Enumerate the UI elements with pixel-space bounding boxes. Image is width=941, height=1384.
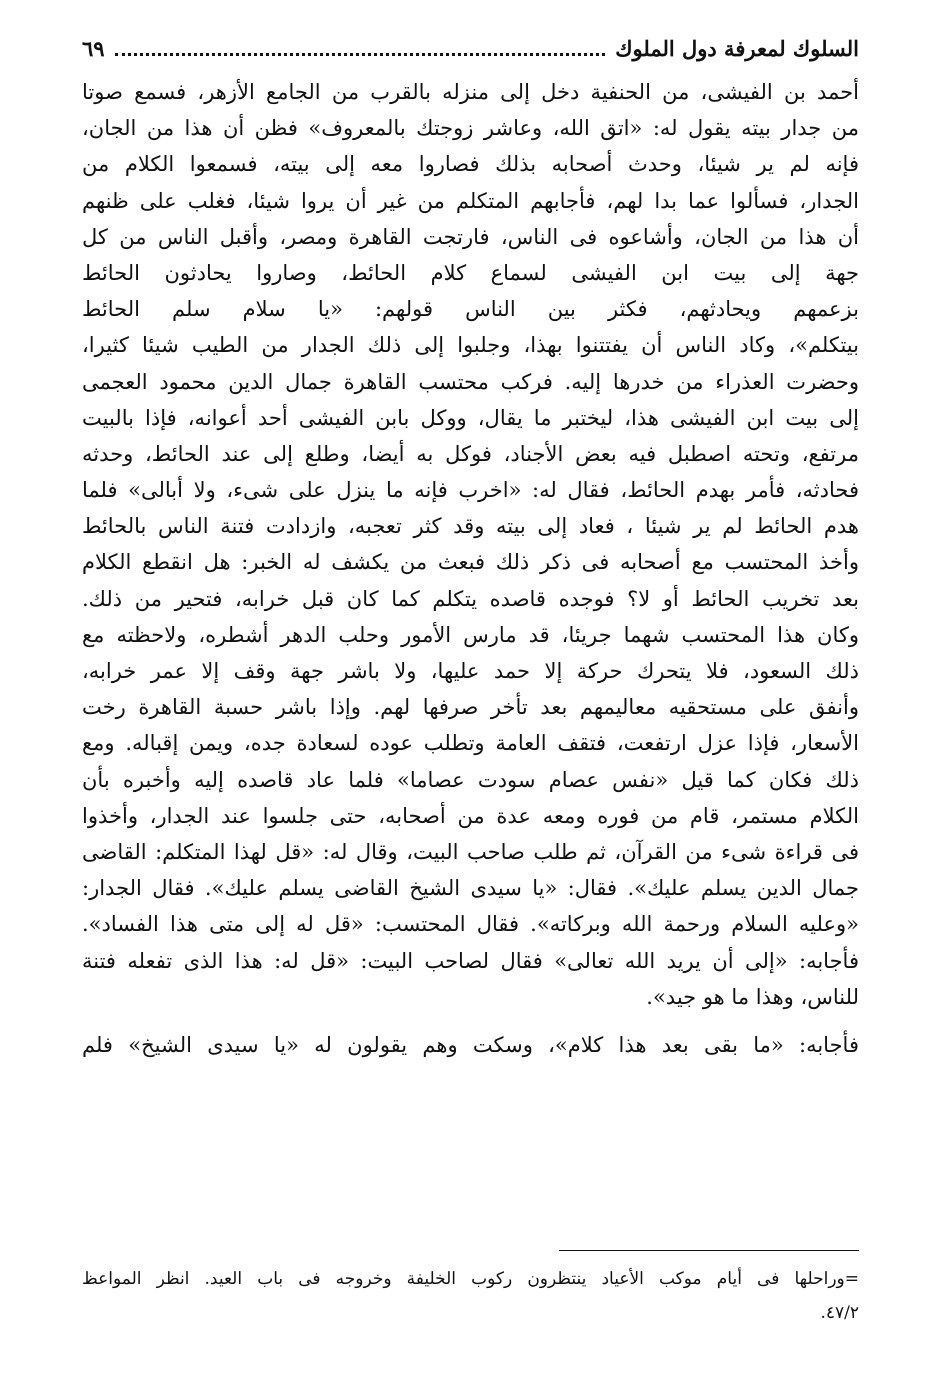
page-number: ٦٩ bbox=[82, 35, 105, 61]
text-line: فأجابه: «ما بقى بعد هذا كلام»، وسكت وهم يقولون له «يا سيدى الشيخ» فلم bbox=[82, 1032, 859, 1057]
footnotes bbox=[82, 1262, 859, 1330]
text-line: الكلام مستمر، قام من فوره ومعه عدة من أصحابه، حتى جلسوا عند الجدار، وأخذوا bbox=[82, 803, 859, 828]
text-line: أن هذا من الجان، وأشاعوه فى الناس، فارتجت القاهرة ومصر، وأقبل الناس من كل bbox=[82, 224, 859, 249]
text-line: الأسعار، فإذا عزل ارتفعت، فتقف العامة وتطلب عوده لسعادة جده، ويمن إقباله. ومع bbox=[82, 731, 859, 756]
text-line: وأخذ المحتسب مع أصحابه فى ذكر ذلك فبعث من يكشف له الخبر: هل انقطع الكلام bbox=[82, 550, 859, 575]
text-line: فإنه لم ير شيئا، وحدث أصحابه بذلك فصاروا معه إلى بيته، فسمعوا الكلام من bbox=[82, 152, 859, 177]
text-line: وكان هذا المحتسب شهما جريئا، قد مارس الأمور وحلب الدهر أشطره، ولاحظته مع bbox=[82, 622, 859, 647]
text-line: هدم الحائط لم ير شيئا ، فعاد إلى بيته وقد كثر تعجبه، وازدادت فتنة الناس بالحائط bbox=[82, 514, 859, 539]
text-line: بيتكلم»، وكاد الناس أن يفتتنوا بهذا، وجلبوا إلى ذلك الجدار من الطيب شيئا كثيرا، bbox=[82, 333, 859, 358]
footnote-line: =وراحلها فى أيام موكب الأعياد ينتظرون ركوب الخليفة وخروجه فى باب العيد. انظر المواعظ bbox=[82, 1269, 859, 1289]
text-line: بزعمهم ويحادثهم، فكثر بين الناس قولهم: «يا سلام سلم الحائط bbox=[82, 297, 859, 322]
text-line: وحضرت العذراء من خدرها إليه. فركب محتسب القاهرة جمال الدين محمود العجمى bbox=[82, 369, 859, 394]
text-line: الجدار، فسألوا عما بدا لهم، فأجابهم المتكلم من غير أن يروا شيئا، فغلب على ظنهم bbox=[82, 188, 859, 213]
text-line: «وعليه السلام ورحمة الله وبركاته». فقال المحتسب: «قل له إلى متى هذا الفساد». bbox=[82, 912, 859, 937]
text-line: للناس، وهذا ما هو جيد». bbox=[646, 984, 859, 1009]
text-line: جهة إلى بيت ابن الفيشى لسماع كلام الحائط، وصاروا يحادثون الحائط bbox=[82, 260, 859, 285]
text-line: أحمد بن الفيشى، من الحنفية دخل إلى منزله بالقرب من الجامع الأزهر، فسمع صوتا bbox=[82, 80, 859, 104]
running-header bbox=[82, 28, 859, 68]
text-line: ذلك السعود، فلا يتحرك حركة إلا حمد عليها، ولا باشر جهة وقف إلا عمر خرابه، bbox=[82, 659, 859, 683]
text-line: ذلك فكان كما قيل «نفس عصام سودت عصاما» فلما عاد قاصده إليه وأخبره بأن bbox=[82, 767, 859, 792]
text-line: فحادثه، فأمر بهدم الحائط، فقال له: «اخرب فإنه ما ينزل على شىء، ولا أبالى» فلما bbox=[82, 478, 859, 503]
footnote-line: ٤٧/٢. bbox=[820, 1303, 859, 1323]
text-line: بعد تخريب الحائط أو لا؟ فوجده قاصده يتكلم كما كان قبل خرابه، فتحير من ذلك. bbox=[82, 586, 859, 611]
text-line: إلى بيت ابن الفيشى هذا، ليختبر ما يقال، ووكل بابن الفيشى أحد أعوانه، فإذا بالبيت bbox=[82, 405, 859, 430]
text-line: من جدار بيته يقول له: «اتق الله، وعاشر زوجتك بالمعروف» فظن أن هذا من الجان، bbox=[82, 116, 859, 141]
text-line: فى قراءة شىء من القرآن، ثم طلب صاحب البيت، وقال له: «قل لهذا المتكلم: القاضى bbox=[82, 839, 859, 864]
text-line: وأنفق على مستحقيه معاليمهم بعد تأخر صرفها لهم. وإذا باشر حسبة القاهرة رخت bbox=[82, 695, 859, 720]
text-line: مرتفع، وتحته اصطبل فيه بعض الأجناد، فوكل به أيضا، وطلع إلى عند الحائط، وحدثه bbox=[82, 441, 859, 466]
text-line: فأجابه: «إلى أن يريد الله تعالى» فقال لصاحب البيت: «قل له: هذا الذى تفعله فتنة bbox=[82, 948, 859, 973]
text-line: جمال الدين يسلم عليك». فقال: «يا سيدى الشيخ القاضى يسلم عليك». فقال الجدار: bbox=[82, 876, 859, 901]
main-text bbox=[82, 74, 859, 1063]
footnote-separator bbox=[559, 1250, 859, 1251]
running-title: السلوك لمعرفة دول الملوك bbox=[615, 35, 859, 61]
dotted-leader bbox=[115, 53, 606, 56]
